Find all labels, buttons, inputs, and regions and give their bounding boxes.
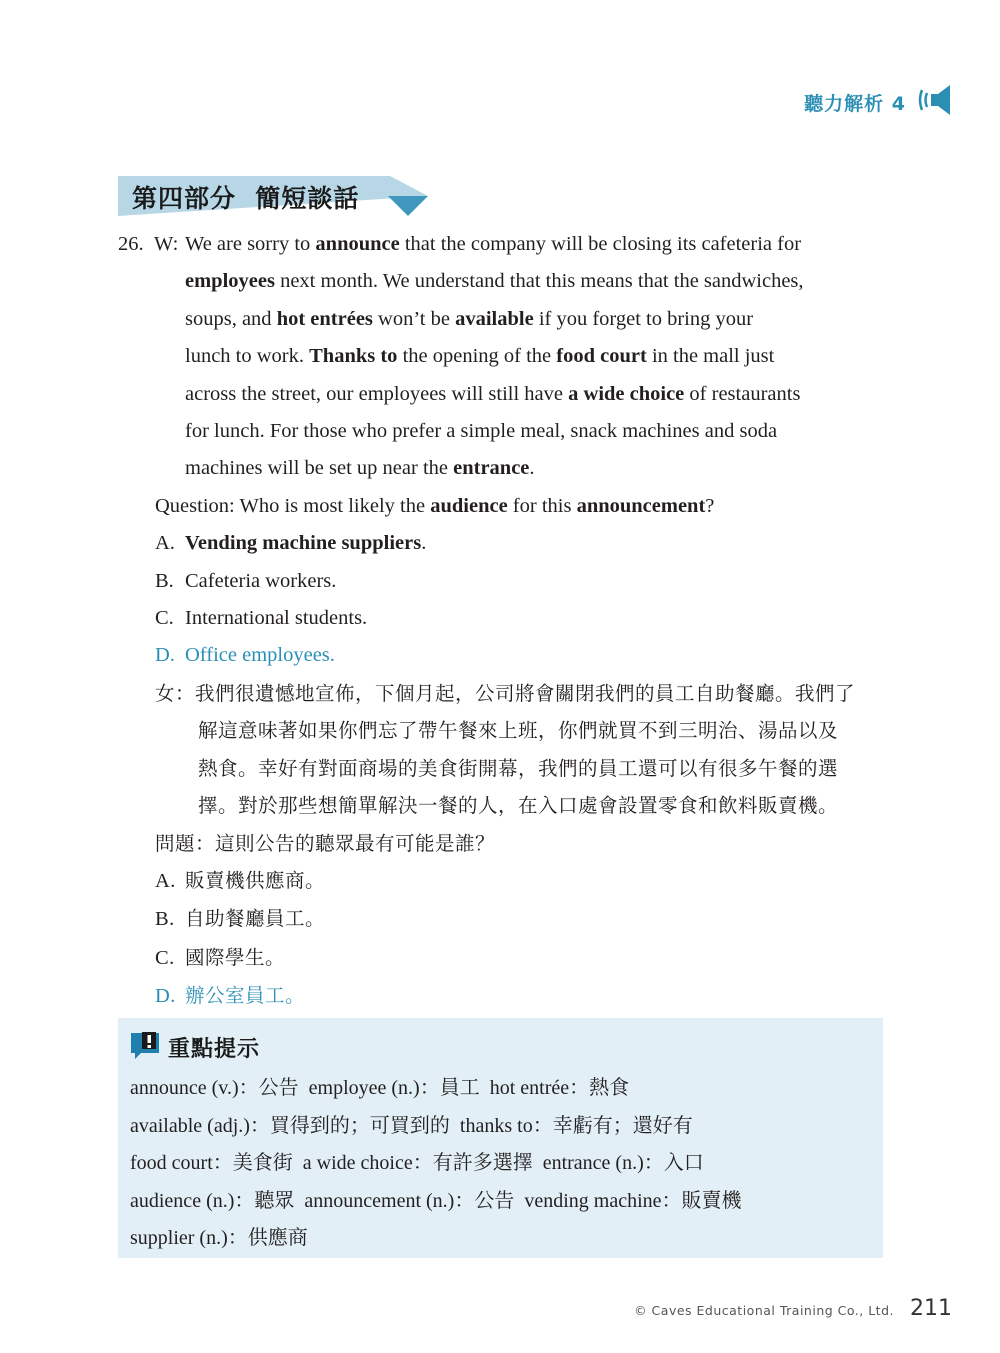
key-points-title: 重點提示 <box>168 1037 261 1062</box>
chinese-line <box>118 750 888 787</box>
text-segment: across the street, our employees will still have <box>185 382 569 405</box>
option-letter: B. <box>155 908 175 931</box>
transcript-line <box>118 376 888 413</box>
page-header <box>804 82 954 123</box>
section-banner <box>118 176 428 216</box>
chinese-line <box>118 787 888 824</box>
option-text: 辦公室員工。 <box>185 984 306 1008</box>
chinese-text: 擇。對於那些想簡單解決一餐的人，在入口處會設置零食和飲料販賣機。 <box>198 794 839 818</box>
chinese-line <box>118 712 888 749</box>
keyword: Vending machine suppliers <box>185 532 422 555</box>
option-letter: A. <box>155 532 175 555</box>
transcript-line <box>118 226 888 263</box>
key-points-header <box>130 1030 260 1065</box>
keyword: hot entrées <box>276 307 373 330</box>
keyword: announce <box>315 233 400 255</box>
text-segment: next month. We understand that this means that the sandwiches, <box>274 270 804 293</box>
text-segment: Cafeteria workers. <box>185 569 337 592</box>
text-segment: . <box>421 532 427 555</box>
chinese-option <box>118 900 888 938</box>
option-text: 自助餐廳員工。 <box>185 907 326 931</box>
chinese-text: 熱食。幸好有對面商場的美食街開幕，我們的員工還可以有很多午餐的選 <box>198 756 839 780</box>
option-letter: A. <box>155 869 176 892</box>
chinese-option <box>118 862 888 900</box>
option <box>118 525 888 562</box>
chinese-options <box>118 862 888 1016</box>
transcript-line <box>118 301 888 338</box>
chinese-speaker: 女： <box>155 681 196 705</box>
text-segment: in the mall just <box>646 345 775 368</box>
option-letter: C. <box>155 607 174 630</box>
vocabulary-list <box>130 1070 742 1258</box>
text-segment: lunch to work. <box>185 345 310 368</box>
text-segment: soups, and <box>185 307 277 330</box>
text-segment: . <box>529 457 535 480</box>
question-number: 26. <box>118 233 144 255</box>
chinese-translation <box>118 675 888 825</box>
text-segment: if you forget to bring your <box>533 307 754 330</box>
text-segment: International students. <box>185 607 368 630</box>
copyright: © Caves Educational Training Co., Ltd. <box>634 1303 894 1318</box>
text-segment: machines will be set up near the <box>185 457 454 480</box>
transcript-line <box>118 263 888 300</box>
keyword: available <box>455 307 534 330</box>
section-title: 第四部分 簡短談話 <box>132 184 360 213</box>
keyword: announcement <box>576 494 706 517</box>
question-text <box>118 488 888 525</box>
chinese-text: 解這意味著如果你們忘了帶午餐來上班，你們就買不到三明治、湯品以及 <box>198 719 839 743</box>
vocabulary-line: available (adj.)：買得到的；可買到的 thanks to：幸虧有；還好有 <box>130 1114 693 1137</box>
page-number: 211 <box>910 1296 952 1321</box>
text-segment: Office employees. <box>185 644 335 667</box>
text-segment: for lunch. For those who prefer a simple meal, snack machines and soda <box>185 420 778 443</box>
text-segment: of restaurants <box>684 382 801 405</box>
text-segment: that the company will be closing its cafeteria for <box>399 233 802 255</box>
text-segment: the opening of the <box>397 345 557 368</box>
vocabulary-line: supplier (n.)：供應商 <box>130 1227 308 1249</box>
transcript-line <box>118 338 888 375</box>
speaker-label: W: <box>154 233 179 255</box>
option-letter: B. <box>155 569 174 592</box>
text-segment: ? <box>705 494 715 517</box>
text-segment: won’t be <box>372 307 456 330</box>
text-segment: Question: Who is most likely the <box>155 494 431 517</box>
transcript-line <box>118 413 888 450</box>
keyword: food court <box>556 345 647 368</box>
correct-option <box>118 637 888 674</box>
chinese-line <box>118 675 888 712</box>
question-block <box>118 226 888 1016</box>
keyword: Thanks to <box>309 345 398 368</box>
transcript-line <box>118 450 888 487</box>
vocabulary-line: audience (n.)：聽眾 announcement (n.)：公告 vending machine：販賣機 <box>130 1189 742 1212</box>
chinese-question: 問題：這則公告的聽眾最有可能是誰？ <box>155 831 496 855</box>
vocabulary-line: food court：美食街 a wide choice：有許多選擇 entrance (n.)：入口 <box>130 1152 704 1174</box>
option-letter: D. <box>155 644 175 667</box>
keyword: employees <box>185 270 275 293</box>
exclamation-icon <box>130 1030 160 1065</box>
text-segment: We are sorry to <box>185 233 316 255</box>
keyword: entrance <box>453 457 530 480</box>
text-segment: for this <box>507 494 577 517</box>
correct-chinese-option <box>118 977 888 1015</box>
chinese-text: 我們很遺憾地宣佈，下個月起，公司將會關閉我們的員工自助餐廳。我們了 <box>195 681 856 705</box>
answer-options <box>118 525 888 675</box>
option <box>118 563 888 600</box>
option-letter: D. <box>155 985 176 1008</box>
option-text: 販賣機供應商。 <box>185 868 326 892</box>
keyword: audience <box>430 494 508 517</box>
vocabulary-line: announce (v.)：公告 employee (n.)：員工 hot entrée：熱食 <box>130 1077 630 1099</box>
chapter-title: 聽力解析 4 <box>804 93 906 115</box>
speaker-icon <box>916 82 954 123</box>
keyword: a wide choice <box>568 382 685 405</box>
chinese-option <box>118 939 888 977</box>
page-footer <box>634 1296 952 1321</box>
option-text: 國際學生。 <box>185 945 286 969</box>
option-letter: C. <box>155 946 175 969</box>
transcript <box>118 226 888 488</box>
option <box>118 600 888 637</box>
key-points-box <box>118 1018 883 1258</box>
